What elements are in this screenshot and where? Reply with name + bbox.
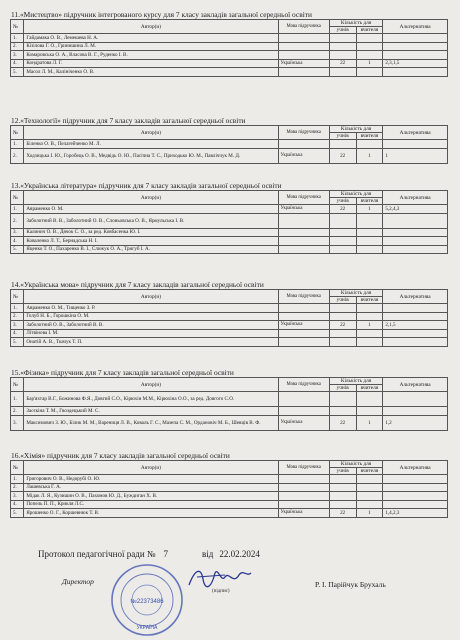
row-language [278,237,329,246]
row-authors: Кондратова Л. Г. [24,59,278,68]
textbook-section [10,368,448,431]
row-number: 2. [11,312,24,321]
row-language [278,34,329,43]
row-students-count [329,68,356,77]
table-row [11,392,448,407]
row-language [278,312,329,321]
row-number: 5. [11,245,24,254]
row-number: 1. [11,205,24,214]
header-language: Мова підручника [278,126,329,140]
textbook-table [10,377,448,431]
textbook-section [10,280,448,347]
header-alternative: Альтернатива [383,461,448,475]
row-authors: Масол Л. М., Калініченко О. В. [24,68,278,77]
row-teachers-count: 1 [356,205,383,214]
row-students-count [329,42,356,51]
row-number: 5. [11,338,24,347]
header-num: № [11,191,24,205]
row-authors: Засєкіна Т. М., Гвоздецький М. С. [24,407,278,416]
official-stamp-icon [110,563,184,637]
header-teachers: вчителя [356,27,383,34]
header-num: № [11,126,24,140]
row-students-count [329,483,356,492]
row-teachers-count [356,34,383,43]
row-language [278,407,329,416]
row-teachers-count [356,407,383,416]
row-authors: Максимович З. Ю., Білик М. М., Варениця Л. В., Коваль Г. С., Мазепа С. М., Ордановіч М. Б., Шевців В. Ф. [24,415,278,430]
row-students-count [329,329,356,338]
row-alternative [383,213,448,228]
row-language [278,338,329,347]
row-authors: Яценко Т. О., Пахаренко В. І., Слижук О. А., Тригуб І. А. [24,245,278,254]
header-students: учнів [329,385,356,392]
row-teachers-count [356,228,383,237]
row-number: 2. [11,213,24,228]
table-row [11,148,448,163]
header-language: Мова підручника [278,378,329,392]
table-row [11,304,448,313]
row-alternative [383,312,448,321]
header-alternative: Альтернатива [383,20,448,34]
row-students-count [329,213,356,228]
row-alternative: 1,4,2,3 [383,509,448,518]
table-row [11,312,448,321]
row-teachers-count [356,475,383,484]
row-authors: Літвінова І. М. [24,329,278,338]
header-language: Мова підручника [278,290,329,304]
row-students-count [329,34,356,43]
row-teachers-count [356,500,383,509]
row-students-count [329,475,356,484]
row-number: 3. [11,51,24,60]
row-number: 1. [11,392,24,407]
row-language [278,483,329,492]
row-students-count [329,228,356,237]
textbook-table [10,19,448,77]
textbook-table [10,125,448,164]
row-alternative [383,140,448,149]
row-alternative: 2,1,5 [383,321,448,330]
row-language [278,51,329,60]
table-row [11,338,448,347]
row-authors: Григорович О. В., Недорубі О. Ю. [24,475,278,484]
row-alternative: 5,2,4,3 [383,205,448,214]
table-row [11,51,448,60]
header-teachers: вчителя [356,385,383,392]
row-alternative [383,42,448,51]
protocol-date-label: від [201,549,214,559]
table-row [11,34,448,43]
table-row [11,42,448,51]
header-count: Кількість для [329,20,383,27]
row-authors: Мідак Л. Я., Кузишин О. В., Пахомов Ю. Д., Буждиган Х. В. [24,492,278,501]
row-students-count: 22 [329,321,356,330]
row-number: 4. [11,237,24,246]
table-row [11,492,448,501]
director-label: Директор [62,577,94,586]
header-count: Кількість для [329,191,383,198]
row-students-count [329,407,356,416]
row-students-count: 22 [329,205,356,214]
table-row [11,475,448,484]
table-header-row [11,290,448,297]
header-students: учнів [329,133,356,140]
row-number: 1. [11,34,24,43]
row-language: Українська [278,59,329,68]
header-author: Автор(и) [24,461,278,475]
header-teachers: вчителя [356,297,383,304]
header-num: № [11,20,24,34]
header-author: Автор(и) [24,20,278,34]
row-number: 2. [11,407,24,416]
row-teachers-count [356,492,383,501]
header-teachers: вчителя [356,198,383,205]
table-row [11,59,448,68]
row-alternative [383,500,448,509]
header-students: учнів [329,27,356,34]
row-alternative [383,338,448,347]
row-number: 5. [11,509,24,518]
header-language: Мова підручника [278,191,329,205]
header-teachers: вчителя [356,133,383,140]
row-alternative [383,407,448,416]
row-teachers-count: 1 [356,59,383,68]
row-teachers-count: 1 [356,509,383,518]
row-authors: Комаровська О. А., Власова В. Г., Руденко І. В. [24,51,278,60]
row-students-count [329,237,356,246]
table-row [11,213,448,228]
row-alternative [383,34,448,43]
row-authors: Ярошенко О. Г., Коршевнюк Т. В. [24,509,278,518]
header-count: Кількість для [329,378,383,385]
header-num: № [11,290,24,304]
textbook-section [10,116,448,164]
row-teachers-count [356,392,383,407]
table-header-row [11,126,448,133]
row-teachers-count [356,42,383,51]
handwritten-signature-icon [185,563,255,593]
textbook-section [10,451,448,518]
header-students: учнів [329,468,356,475]
row-teachers-count: 1 [356,321,383,330]
row-number: 5. [11,68,24,77]
table-row [11,245,448,254]
table-row [11,205,448,214]
row-language [278,140,329,149]
header-students: учнів [329,297,356,304]
header-author: Автор(и) [24,126,278,140]
row-authors: Онатій А. В., Ткачук Т. П. [24,338,278,347]
textbook-table [10,289,448,347]
row-teachers-count [356,338,383,347]
row-alternative [383,483,448,492]
row-teachers-count [356,304,383,313]
row-teachers-count [356,213,383,228]
row-number: 2. [11,42,24,51]
row-authors: Заболотний В. В., Заболотний О. В., Слоньовська О. В., Ярмульська І. В. [24,213,278,228]
row-number: 3. [11,321,24,330]
row-language: Українська [278,205,329,214]
row-language [278,68,329,77]
row-teachers-count [356,51,383,60]
header-author: Автор(и) [24,191,278,205]
header-alternative: Альтернатива [383,378,448,392]
section-title: 14.«Українська мова» підручник для 7 класу закладів загальної середньої освіти [11,280,264,289]
row-teachers-count [356,237,383,246]
row-authors: Гайдамака О. В., Лемешева Н. А. [24,34,278,43]
header-author: Автор(и) [24,290,278,304]
signature-caption: (підпис) [212,589,230,594]
textbook-section [10,181,448,254]
row-students-count: 22 [329,509,356,518]
row-authors: Кізілова Г. О., Гринишина Л. М. [24,42,278,51]
textbook-table [10,460,448,518]
section-title: 11.«Мистецтво» підручник інтегрованого курсу для 7 класу закладів загальної середньої освіти [11,10,312,19]
row-students-count [329,51,356,60]
table-row [11,321,448,330]
row-language: Українська [278,509,329,518]
row-number: 3. [11,228,24,237]
row-number: 1. [11,140,24,149]
table-row [11,509,448,518]
row-students-count [329,492,356,501]
row-language [278,475,329,484]
row-number: 4. [11,59,24,68]
row-students-count [329,338,356,347]
table-header-row [11,378,448,385]
header-alternative: Альтернатива [383,290,448,304]
section-title: 12.«Технології» підручник для 7 класу закладів загальної середньої освіти [11,116,246,125]
row-language [278,245,329,254]
row-language [278,304,329,313]
row-language [278,492,329,501]
row-teachers-count [356,329,383,338]
row-alternative [383,245,448,254]
row-students-count [329,500,356,509]
row-language [278,228,329,237]
row-teachers-count: 1 [356,415,383,430]
row-authors: Коваленко Л. Т., Бернадська Н. І. [24,237,278,246]
row-language [278,392,329,407]
row-alternative [383,51,448,60]
table-row [11,68,448,77]
row-alternative [383,392,448,407]
row-teachers-count [356,140,383,149]
protocol-date: 22.02.2024 [219,549,260,559]
row-authors: Авраменко О. М., Тищенко З. Р. [24,304,278,313]
row-alternative: 1 [383,148,448,163]
header-alternative: Альтернатива [383,191,448,205]
row-language [278,500,329,509]
row-language [278,42,329,51]
header-language: Мова підручника [278,461,329,475]
row-students-count [329,304,356,313]
header-alternative: Альтернатива [383,126,448,140]
header-num: № [11,378,24,392]
row-alternative [383,228,448,237]
stamp-code: №22373486 [130,599,164,605]
protocol-label: Протокол педагогічної ради № [38,549,156,559]
row-teachers-count [356,312,383,321]
document-footer [0,545,460,640]
header-count: Кількість для [329,126,383,133]
row-authors: Лашевська Г. А. [24,483,278,492]
table-row [11,407,448,416]
row-authors: Авраменко О. М. [24,205,278,214]
header-teachers: вчителя [356,468,383,475]
row-number: 1. [11,475,24,484]
row-alternative: 1,2 [383,415,448,430]
row-authors: Голуб Н. Б., Горошкіна О. М. [24,312,278,321]
protocol-line [38,549,260,559]
row-language [278,329,329,338]
section-title: 16.«Хімія» підручник для 7 класу закладів загальної середньої освіти [11,451,230,460]
table-row [11,140,448,149]
row-teachers-count [356,245,383,254]
table-row [11,483,448,492]
row-alternative: 2,3,1,5 [383,59,448,68]
table-row [11,415,448,430]
row-students-count [329,312,356,321]
row-language [278,213,329,228]
row-language: Українська [278,148,329,163]
row-authors: Попель П. П., Крикля Л.С. [24,500,278,509]
table-row [11,237,448,246]
table-header-row [11,191,448,198]
section-title: 15.«Фізика» підручник для 7 класу закладів загальної середньої освіти [11,368,234,377]
row-teachers-count: 1 [356,148,383,163]
row-number: 2. [11,148,24,163]
header-count: Кількість для [329,290,383,297]
signer-name: Р. І. Парійчук Брухаль [315,580,386,589]
row-number: 3. [11,415,24,430]
table-row [11,228,448,237]
row-students-count [329,392,356,407]
row-number: 3. [11,492,24,501]
section-title: 13.«Українська література» підручник для 7 класу закладів загальної середньої освіти [11,181,282,190]
row-language: Українська [278,415,329,430]
header-author: Автор(и) [24,378,278,392]
header-count: Кількість для [329,461,383,468]
textbook-table [10,190,448,254]
protocol-number: 7 [163,549,168,559]
table-row [11,329,448,338]
row-authors: Біленко О. В., Пелагейченко М. Л. [24,140,278,149]
row-alternative [383,329,448,338]
textbook-section [10,10,448,77]
row-authors: Ходзицька І. Ю., Горобець О. В., Медвідь О. Ю., Пасічна Т. С., Приходько Ю. М., Павліччук М. Д. [24,148,278,163]
row-students-count [329,140,356,149]
row-alternative [383,68,448,77]
row-students-count [329,245,356,254]
row-number: 2. [11,483,24,492]
row-alternative [383,304,448,313]
row-number: 4. [11,500,24,509]
row-number: 4. [11,329,24,338]
row-alternative [383,237,448,246]
row-teachers-count [356,483,383,492]
row-students-count: 22 [329,59,356,68]
header-students: учнів [329,198,356,205]
table-row [11,500,448,509]
row-alternative [383,492,448,501]
row-students-count: 22 [329,415,356,430]
row-authors: Бар'яхтар В.Г., Божинова Ф.Я., Довгий С.О., Кірюхін М.М., Кірюхіна О.О., за ред. Довгого С.О. [24,392,278,407]
table-header-row [11,461,448,468]
row-alternative [383,475,448,484]
header-language: Мова підручника [278,20,329,34]
row-authors: Калинич О. В., Дячок С. О., за ред. Ковбасенка Ю. І. [24,228,278,237]
stamp-country: УКРАЇНА [136,625,158,631]
row-teachers-count [356,68,383,77]
header-num: № [11,461,24,475]
row-students-count: 22 [329,148,356,163]
row-authors: Заболотний О. В., Заболотний В. В. [24,321,278,330]
row-number: 1. [11,304,24,313]
row-language: Українська [278,321,329,330]
table-header-row [11,20,448,27]
